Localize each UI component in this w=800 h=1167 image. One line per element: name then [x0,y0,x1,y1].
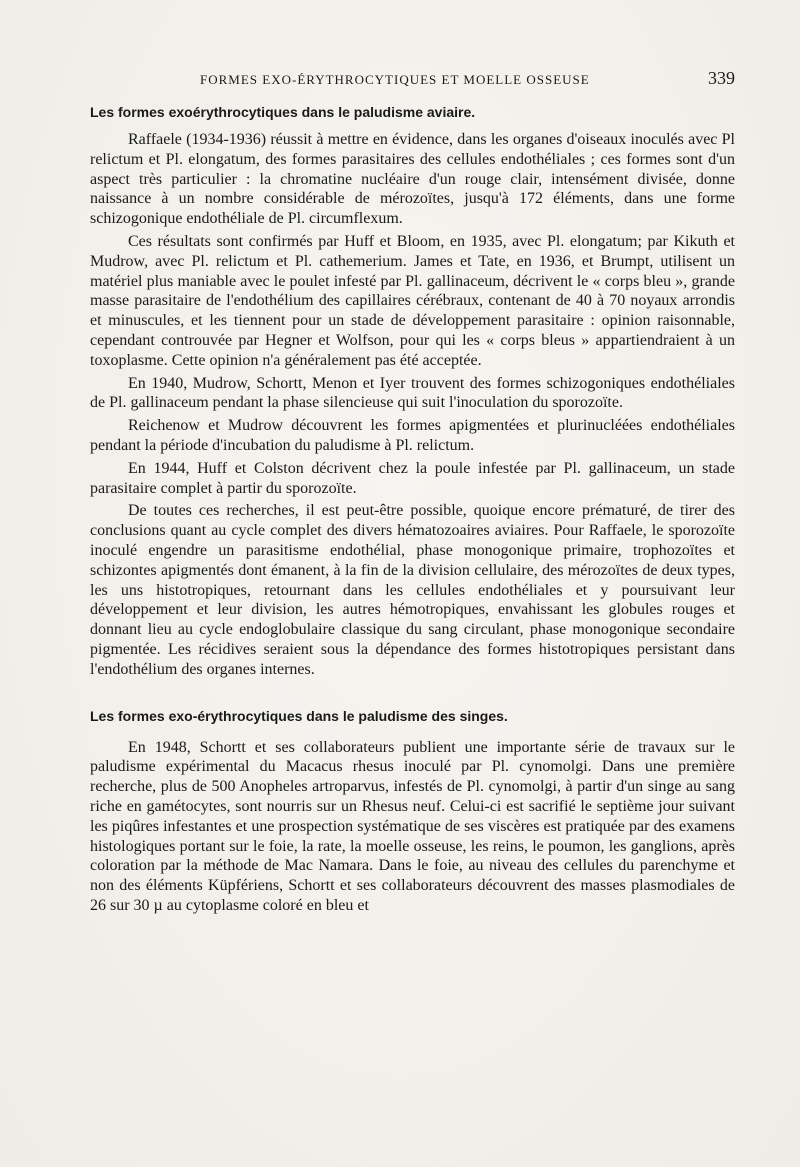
paragraph: En 1948, Schortt et ses collaborateurs publient une importante série de travaux sur le paludisme expérimental du Macacus rhesus inoculé par Pl. cynomolgi. Dans une première recherche, plus de 500 Anopheles artroparvus, infestés de Pl. cynomolgi, à partir d'un singe au sang riche en gamétocytes, sont nourris sur un Rhesus neuf. Celui-ci est sacrifié le septième jour suivant les piqûres infestantes et une prospection systématique de ses viscères est pratiquée par des examens histologiques portant sur le foie, la rate, la moelle osseuse, les reins, le poumon, les ganglions, après coloration par la méthode de Mac Namara. Dans le foie, au niveau des cellules du parenchyme et non des éléments Küpfériens, Schortt et ses collaborateurs découvrent des masses plasmodiales de 26 sur 30 µ au cytoplasme coloré en bleu et [90,738,735,914]
section-aviaire [90,104,735,680]
paragraph: De toutes ces recherches, il est peut-être possible, quoique encore prématuré, de tirer des conclusions quant au cycle complet des divers hématozoaires aviaires. Pour Raffaele, le sporozoïte inoculé engendre un parasitisme endothélial, phase monogonique primaire, trophozoïtes et schizontes apigmentés dont émanent, à la fin de la division cellulaire, des mérozoïtes de deux types, les uns histotropiques, retournant dans les cellules endothéliales et y poursuivant leur développement et leur division, les autres hémotropiques, envahissant les globules rouges et donnant lieu au cycle endoglobulaire classique du sang circulant, phase monogonique secondaire pigmentée. Les récidives seraient sous la dépendance des formes histotropiques persistant dans l'endothélium des organes internes. [90,502,735,678]
section-singes [90,708,735,916]
paragraph: Ces résultats sont confirmés par Huff et Bloom, en 1935, avec Pl. elongatum; par Kikuth et Mudrow, avec Pl. relictum et Pl. cathemerium. James et Tate, en 1936, et Brumpt, utilisent un matériel plus maniable avec le poulet infesté par Pl. gallinaceum, décrivent le « corps bleu », grande masse parasitaire de l'endothélium des capillaires cérébraux, contenant de 40 à 70 noyaux arrondis et minuscules, et les tiennent pour un stade de développement parasitaire : opinion raisonnable, cependant controuvée par Hegner et Wolfson, pour qui les « corps bleus » appartiendraient à un toxoplasme. Cette opinion n'a généralement pas été acceptée. [90,232,735,369]
page-number: 339 [708,68,735,88]
paragraph: En 1944, Huff et Colston décrivent chez la poule infestée par Pl. gallinaceum, un stade parasitaire complet à partir du sporozoïte. [90,459,735,497]
body-text [90,104,735,919]
running-head [90,68,735,94]
section-heading-aviaire: Les formes exoérythrocytiques dans le paludisme aviaire. [90,104,476,120]
section-heading-singes: Les formes exo-érythrocytiques dans le paludisme des singes. [90,707,508,724]
paragraph: En 1940, Mudrow, Schortt, Menon et Iyer trouvent des formes schizogoniques endothéliales de Pl. gallinaceum pendant la phase silencieuse qui suit l'inoculation du sporozoïte. [90,374,735,412]
running-head-title: FORMES EXO-ÉRYTHROCYTIQUES ET MOELLE OSSEUSE [200,72,590,87]
paragraph: Raffaele (1934-1936) réussit à mettre en évidence, dans les organes d'oiseaux inoculés avec Pl relictum et Pl. elongatum, des formes parasitaires des cellules endothéliales ; ces formes sont d'un aspect très particulier : la chromatine nucléaire d'un rouge clair, intensément divisée, donne naissance à un nombre considérable de mérozoïtes, jusqu'à 172 éléments, dans une forme schizogonique endothéliale de Pl. circumflexum. [90,131,735,228]
paragraph: Reichenow et Mudrow découvrent les formes apigmentées et plurinucléées endothéliales pendant la période d'incubation du paludisme à Pl. relictum. [90,417,735,454]
